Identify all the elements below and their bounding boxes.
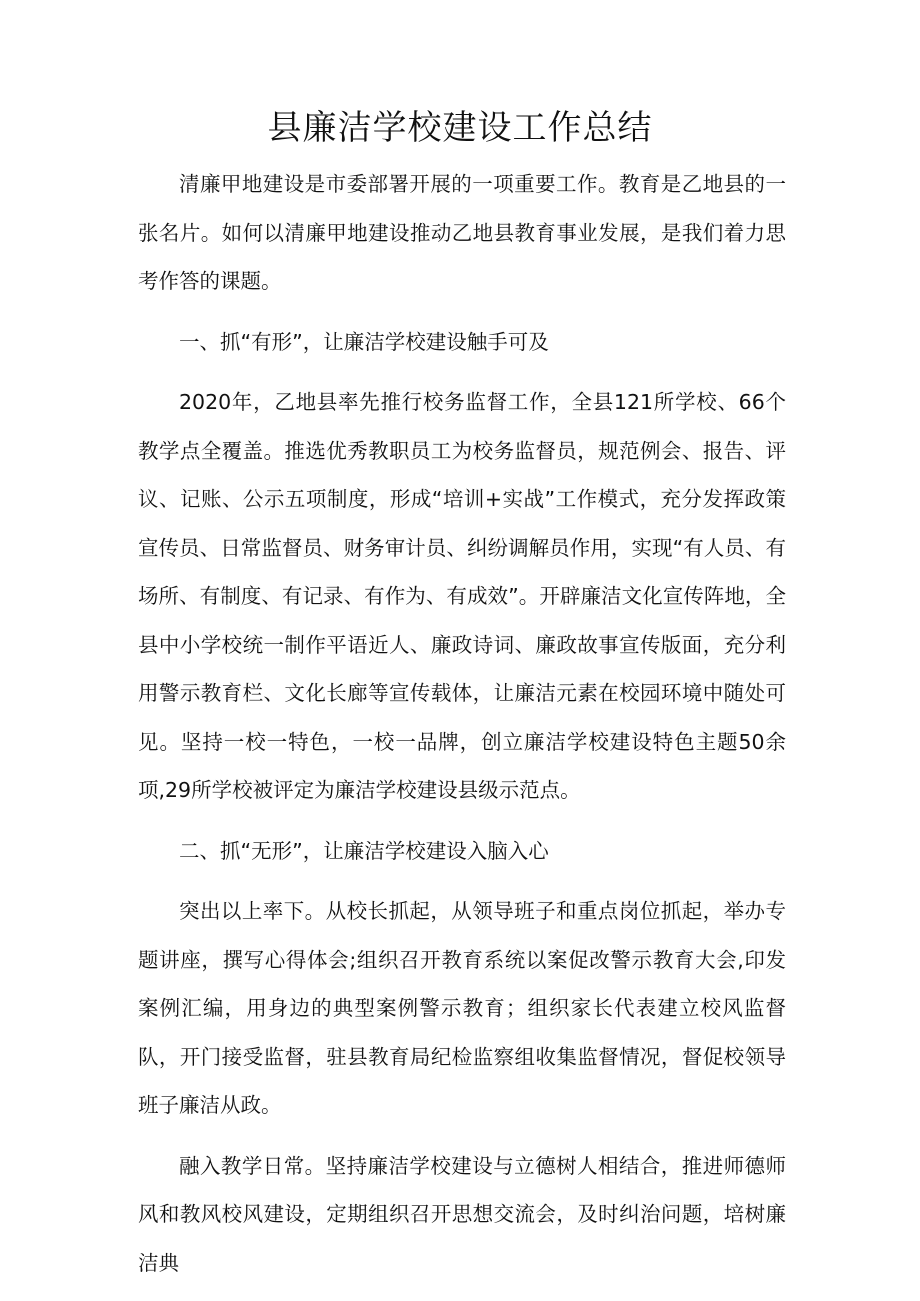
section-heading-1: 一、抓“有形”，让廉洁学校建设触手可及: [179, 329, 549, 354]
document-body: [138, 160, 786, 1287]
section-heading-2: 二、抓“无形”，让廉洁学校建设入脑入心: [179, 838, 549, 863]
paragraph-lead-by-example: 突出以上率下。从校长抓起，从领导班子和重点岗位抓起，举办专题讲座，撰写心得体会;组织召开教育系统以案促改警示教育大会,印发案例汇编，用身边的典型案例警示教育；组织家长代表建立校风监督队，开门接受监督，驻县教育局纪检监察组收集监督情况，督促校领导班子廉洁从政。: [138, 899, 786, 1117]
document-title: 县廉洁学校建设工作总结: [267, 108, 653, 148]
paragraph-teaching-daily: 融入教学日常。坚持廉洁学校建设与立德树人相结合，推进师德师风和教风校风建设，定期组织召开思想交流会，及时纠治问题，培树廉洁典: [138, 1153, 786, 1275]
paragraph-section-1: 2020年，乙地县率先推行校务监督工作，全县121所学校、66个教学点全覆盖。推选优秀教职员工为校务监督员，规范例会、报告、评议、记账、公示五项制度，形成“培训+实战”工作模式，充分发挥政策宣传员、日常监督员、财务审计员、纠纷调解员作用，实现“有人员、有场所、有制度、有记录、有作为、有成效”。开辟廉洁文化宣传阵地，全县中小学校统一制作平语近人、廉政诗词、廉政故事宣传版面，充分利用警示教育栏、文化长廊等宣传载体，让廉洁元素在校园环境中随处可见。坚持一校一特色，一校一品牌，创立廉洁学校建设特色主题50余项,29所学校被评定为廉洁学校建设县级示范点。: [138, 390, 786, 802]
paragraph-intro: 清廉甲地建设是市委部署开展的一项重要工作。教育是乙地县的一张名片。如何以清廉甲地建设推动乙地县教育事业发展，是我们着力思考作答的课题。: [138, 172, 786, 293]
